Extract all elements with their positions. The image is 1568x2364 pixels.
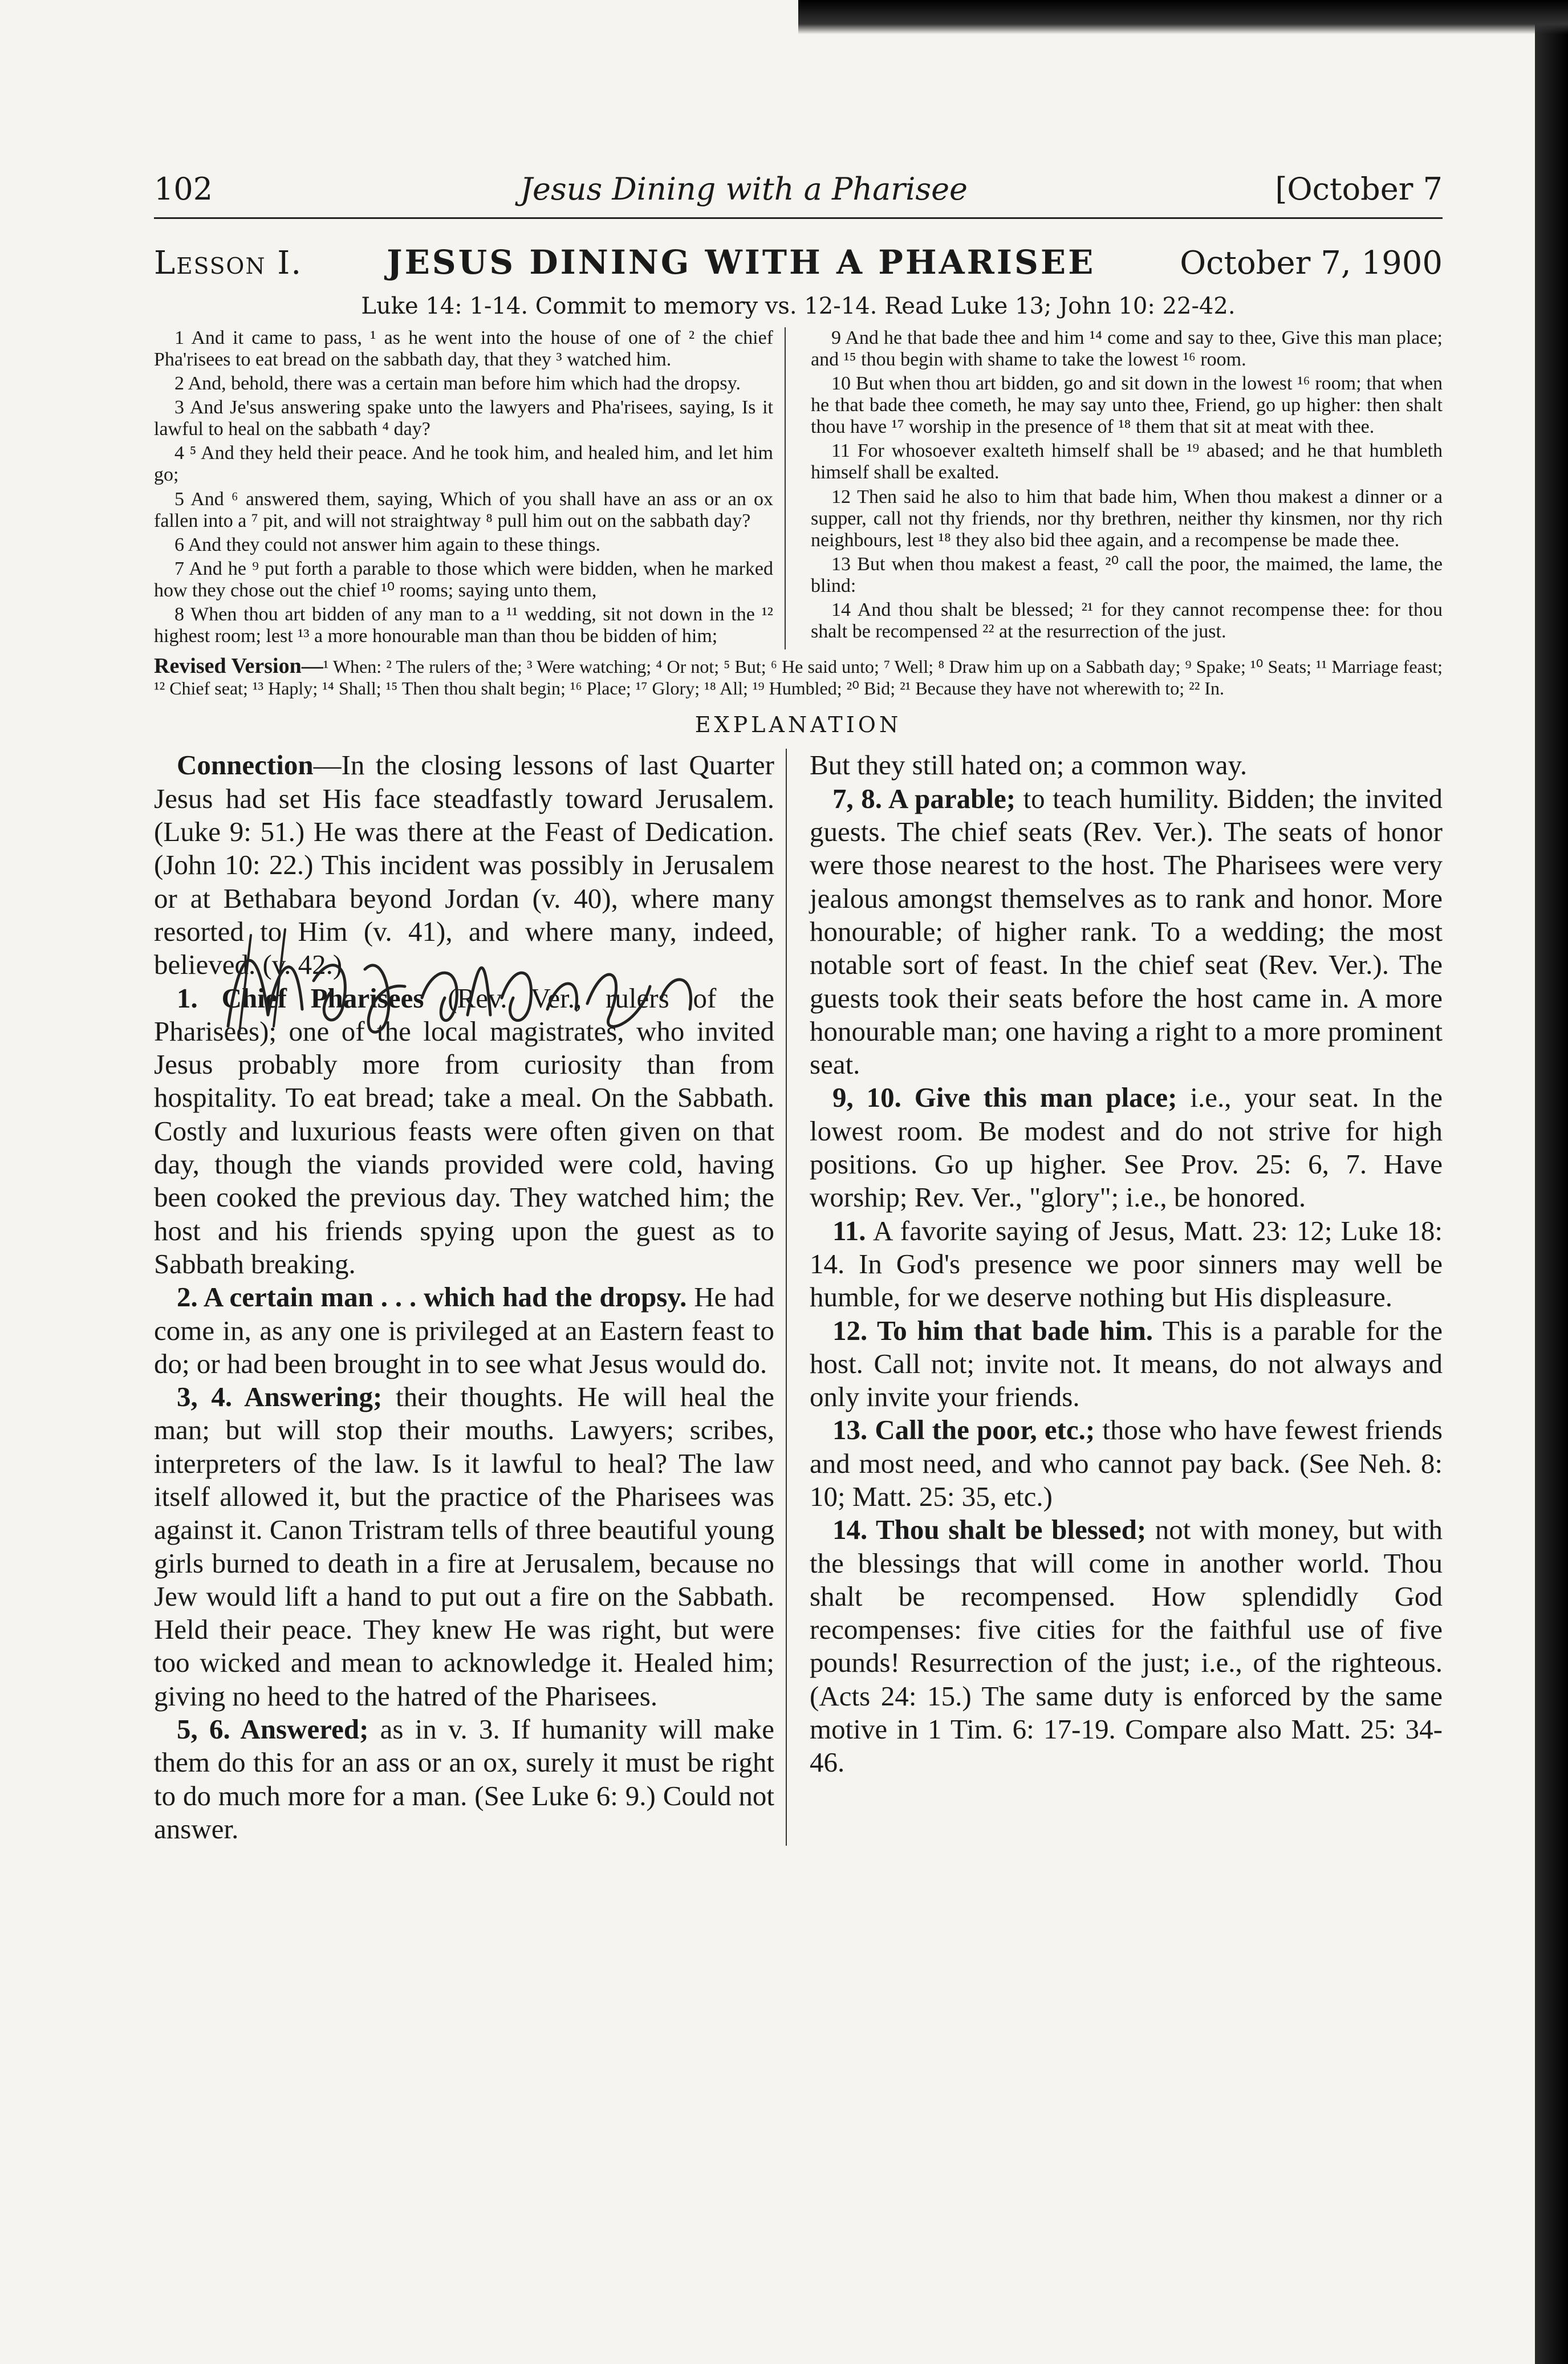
explanation-paragraph (154, 1380, 774, 1713)
verse: 11 For whosoever exalteth himself shall be ¹⁹ abased; and he that humbleth himself shall be exalted. (811, 440, 1443, 484)
paragraph-text: (Rev. Ver., rulers of the Pharisees); one of the local magistrates, who invited Jesus probably more from curiosity than from hospitality. To eat bread; take a meal. On the Sabbath. Costly and luxurious feasts were often given on that day, though the viands provided were cold, having been cooked the previous day. They watched him; the host and his friends spying upon the guest as to Sabbath breaking. (154, 982, 774, 1280)
paragraph-head: 7, 8. A parable; (832, 782, 1016, 814)
paragraph-text: —In the closing lessons of last Quarter Jesus had set His face steadfastly toward Jerusalem. (Luke 9: 51.) He was there at the Feast of Dedication. (John 10: 22.) This incident was possibly in Jerusalem or at Bethabara beyond Jordan (v. 40), where many resorted to Him (v. 41), and where many, indeed, believed. (v. 42.) (154, 749, 774, 981)
paragraph-text: those who have fewest friends and most need, and who cannot pay back. (See Neh. 8: 10; Matt. 25: 35, etc.) (810, 1414, 1443, 1512)
paragraph-text: their thoughts. He will heal the man; but will stop their mouths. Lawyers; scribes, interpreters of the law. Is it lawful to heal? The law itself allowed it, but the practice of the Pharisees was against it. Canon Tristram tells of three beautiful young girls burned to death in a fire at Jerusalem, because no Jew would lift a hand to put out a fire on the Sabbath. Held their peace. They knew He was right, but were too wicked and mean to acknowledge it. Healed him; giving no heed to the hatred of the Pharisees. (154, 1381, 774, 1712)
explanation-heading: EXPLANATION (694, 712, 902, 738)
verse: 5 And ⁶ answered them, saying, Which of you shall have an ass or an ox fallen into a ⁷ pit, and will not straightway ⁸ pull him out on the sabbath day? (154, 488, 773, 531)
paragraph-head: 2. A certain man . . . which had the dropsy. (177, 1281, 687, 1313)
explanation-paragraph (810, 749, 1443, 782)
revised-version-text: ¹ When: ² The rulers of the; ³ Were watching; ⁴ Or not; ⁵ But; ⁶ He said unto; ⁷ Well; ⁸ Draw him up on a Sabbath day; ⁹ Spake; ¹⁰ Seats; ¹¹ Marriage feast; ¹² Chief seat; ¹³ Haply; ¹⁴ Shall; ¹⁵ Then thou shalt begin; ¹⁶ Place; ¹⁷ Glory; ¹⁸ All; ¹⁹ Humbled; ²⁰ Bid; ²¹ Because they have not wherewith to; ²² In. (154, 656, 1443, 698)
scripture-right-column (811, 327, 1443, 649)
paragraph-head: 9, 10. Give this man place; (832, 1082, 1177, 1114)
verse: 12 Then said he also to him that bade him, When thou makest a dinner or a supper, call not thy friends, nor thy brethren, neither thy kinsmen, nor thy rich neighbours, lest ¹⁸ they also bid thee again, and a recompense be made thee. (811, 486, 1443, 551)
verse: 13 But when thou makest a feast, ²⁰ call the poor, the maimed, the lame, the blind: (811, 553, 1443, 596)
paragraph-head: 5, 6. Answered; (177, 1713, 369, 1745)
verse: 10 But when thou art bidden, go and sit down in the lowest ¹⁶ room; that when he that bade thee cometh, he may say unto thee, Friend, go up higher: then shalt thou have ¹⁷ worship in the presence of ¹⁸ them that sit at meat with thee. (811, 373, 1443, 438)
scripture-text (154, 327, 1443, 649)
explanation-paragraph (810, 1215, 1443, 1314)
lesson-title: JESUS DINING WITH A PHARISEE (387, 243, 1096, 282)
lesson-date: October 7, 1900 (1180, 245, 1443, 282)
paragraph-text: i.e., your seat. In the lowest room. Be modest and do not strive for high positions. Go up higher. See Prov. 25: 6, 7. Have worship; Rev. Ver., "glory"; i.e., be honored. (810, 1082, 1443, 1213)
running-title: Jesus Dining with a Pharisee (520, 171, 968, 207)
running-date: [October 7 (1275, 171, 1443, 207)
paragraph-head: 14. Thou shalt be blessed; (832, 1514, 1147, 1546)
verse: 4 ⁵ And they held their peace. And he took him, and healed him, and let him go; (154, 442, 773, 486)
scripture-left-column (154, 327, 786, 649)
page-top-shadow (798, 0, 1568, 34)
paragraph-text: A favorite saying of Jesus, Matt. 23: 12; Luke 18: 14. In God's presence we poor sinners may well be humble, for we deserve nothing but His displeasure. (810, 1215, 1443, 1313)
paragraph-text: not with money, but with the blessings that will come in another world. Thou shalt be recompensed. How splendidly God recompenses: five cities for the faithful use of five pounds! Resurrection of the just; i.e., of the righteous. (Acts 24: 15.) The same duty is enforced by the same motive in 1 Tim. 6: 17-19. Compare also Matt. 25: 34-46. (810, 1514, 1443, 1778)
paragraph-text: This is a parable for the host. Call not; invite not. It means, do not always and only invite your friends. (810, 1314, 1443, 1413)
paragraph-text: He had come in, as any one is privileged at an Eastern feast to do; or had been brought in to see what Jesus would do. (154, 1281, 775, 1379)
handwritten-signature (217, 912, 730, 1049)
verse: 8 When thou art bidden of any man to a ¹¹ wedding, sit not down in the ¹² highest room; lest ¹³ a more honourable man than thou be bidden of him; (154, 603, 773, 647)
verse: 7 And he ⁹ put forth a parable to those which were bidden, when he marked how they chose out the chief ¹⁰ rooms; saying unto them, (154, 558, 773, 601)
paragraph-text: to teach humility. Bidden; the invited guests. The chief seats (Rev. Ver.). The seats of honor were those nearest to the host. The Pharisees were very jealous amongst themselves as to rank and honor. More honourable; of higher rank. To a wedding; the most notable sort of feast. In the chief seat (Rev. Ver.). The guests took their seats before the host came in. A more honourable man; one having a right to a more prominent seat. (810, 782, 1443, 1081)
lesson-reference: Luke 14: 1-14. Commit to memory vs. 12-14. Read Luke 13; John 10: 22-42. (361, 293, 1236, 319)
verse: 9 And he that bade thee and him ¹⁴ come and say to thee, Give this man place; and ¹⁵ thou begin with shame to take the lowest ¹⁶ room. (811, 327, 1443, 371)
page-edge-shadow (1535, 0, 1568, 2364)
verse: 6 And they could not answer him again to these things. (174, 534, 600, 555)
verse: 1 And it came to pass, ¹ as he went into the house of one of ² the chief Pha'risees to eat bread on the sabbath day, that they ³ watched him. (154, 327, 773, 371)
explanation-paragraph (154, 1281, 774, 1380)
lesson-number: Lesson I. (154, 245, 303, 282)
paragraph-head: 13. Call the poor, etc.; (832, 1414, 1095, 1446)
verse: 14 And thou shalt be blessed; ²¹ for they cannot recompense thee: for thou shalt be recompensed ²² at the resurrection of the just. (811, 599, 1443, 643)
explanation-paragraph (810, 1081, 1443, 1214)
paragraph-text: But they still hated on; a common way. (810, 749, 1248, 781)
paragraph-head: Connection (177, 749, 314, 781)
explanation-right-column (810, 749, 1443, 1846)
verse: 3 And Je'sus answering spake unto the lawyers and Pha'risees, saying, Is it lawful to heal on the sabbath ⁴ day? (154, 397, 773, 440)
explanation-paragraph (154, 1713, 774, 1846)
paragraph-head: 3, 4. Answering; (177, 1381, 383, 1413)
explanation-paragraph (810, 1413, 1443, 1513)
revised-version-notes (154, 654, 1443, 698)
explanation-paragraph (810, 1314, 1443, 1414)
verse: 2 And, behold, there was a certain man before him which had the dropsy. (174, 373, 741, 395)
running-head (154, 171, 1443, 219)
explanation-paragraph (810, 782, 1443, 1082)
paragraph-head: 11. (832, 1215, 866, 1246)
revised-version-label: Revised Version— (154, 654, 323, 679)
page-number: 102 (154, 171, 213, 207)
paragraph-head: 1. Chief Pharisees (177, 982, 424, 1014)
paragraph-text: as in v. 3. If humanity will make them do this for an ass or an ox, surely it must be right to do much more for a man. (See Luke 6: 9.) Could not answer. (154, 1713, 774, 1845)
explanation-paragraph (810, 1513, 1443, 1779)
lesson-header (154, 243, 1443, 282)
paragraph-head: 12. To him that bade him. (832, 1314, 1153, 1346)
